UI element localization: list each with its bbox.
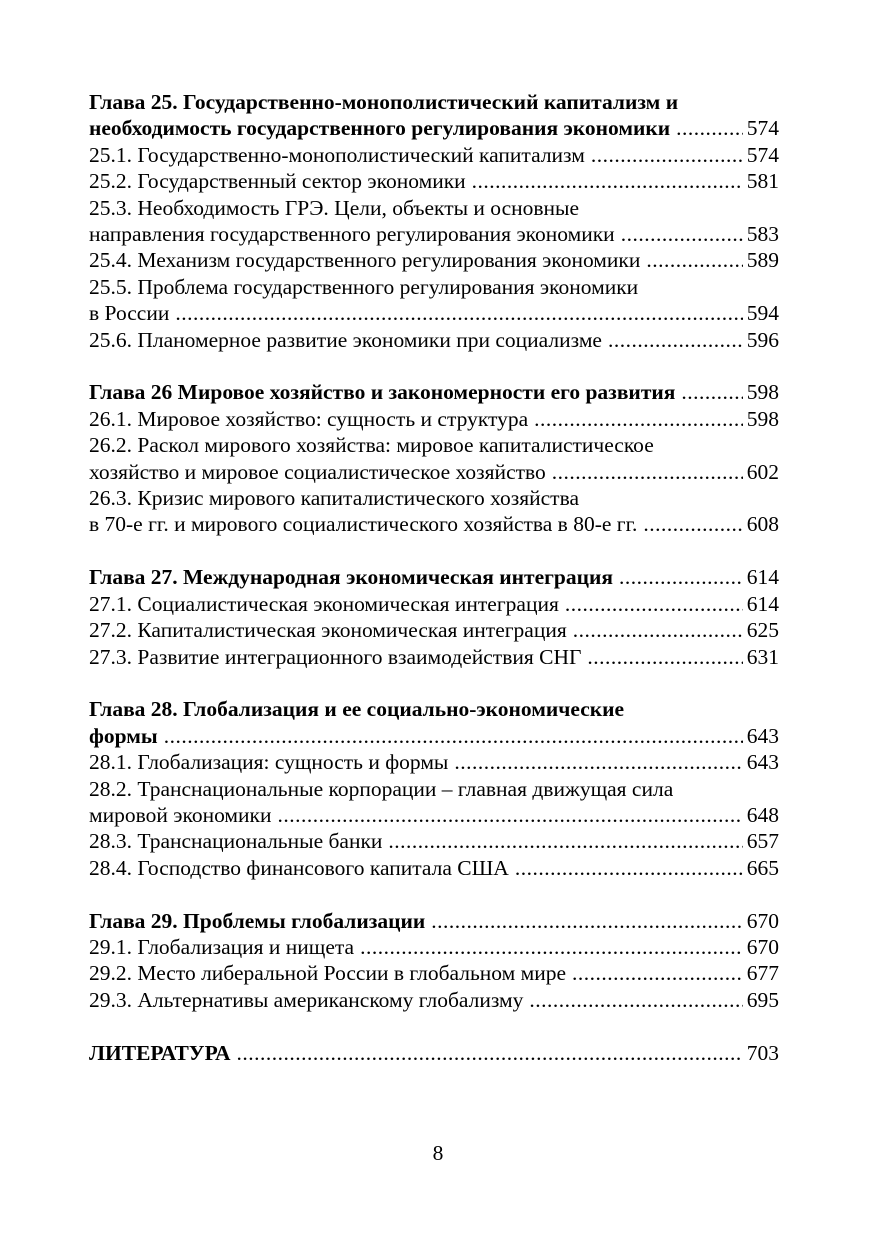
entry-page: 695 [746, 987, 779, 1012]
entry-title: хозяйство и мировое социалистическое хозяйство [89, 459, 546, 484]
dot-leader [608, 327, 743, 353]
entry-page: 625 [746, 618, 779, 643]
entry-page: 594 [746, 301, 779, 326]
chapter-heading: Глава 25. Государственно-монополистический капитализм и [89, 90, 679, 114]
toc-entry [89, 168, 779, 194]
toc-entry [89, 459, 779, 485]
toc-entry [89, 300, 779, 326]
toc-entry [89, 247, 779, 273]
entry-page: 648 [746, 802, 779, 827]
entry-title: необходимость государственного регулирования экономики [89, 116, 671, 141]
entry-title: Глава 27. Международная экономическая интеграция [89, 565, 614, 590]
dot-leader [621, 221, 743, 247]
table-of-contents [89, 89, 779, 1092]
entry-page: 703 [746, 1040, 779, 1065]
chapter-heading [89, 1040, 779, 1066]
entry-page: 670 [746, 934, 779, 959]
entry-title: формы [89, 723, 158, 748]
chapter-26 [89, 379, 779, 537]
toc-entry-text: 25.5. Проблема государственного регулирования экономики [89, 274, 639, 299]
entry-page: 665 [746, 855, 779, 880]
entry-page: 602 [746, 459, 779, 484]
entry-title: 26.1. Мировое хозяйство: сущность и структура [89, 406, 529, 431]
entry-title: 28.1. Глобализация: сущность и формы [89, 750, 449, 775]
dot-leader [587, 644, 742, 670]
toc-entry-text: 25.3. Необходимость ГРЭ. Цели, объекты и основные [89, 195, 580, 220]
dot-leader [643, 511, 742, 537]
chapter-heading [89, 379, 779, 405]
entry-title: ЛИТЕРАТУРА [89, 1040, 231, 1065]
entry-title: в 70-е гг. и мирового социалистического хозяйства в 80-е гг. [89, 512, 638, 537]
toc-entry-text: 28.2. Транснациональные корпорации – главная движущая сила [89, 776, 674, 801]
chapter-29 [89, 908, 779, 1014]
entry-page: 574 [746, 142, 779, 167]
chapter-heading [89, 908, 779, 934]
entry-title: 25.4. Механизм государственного регулирования экономики [89, 248, 641, 273]
entry-title: 29.2. Место либеральной России в глобальном мире [89, 961, 566, 986]
dot-leader [681, 379, 742, 405]
chapter-28 [89, 696, 779, 881]
entry-page: 657 [746, 829, 779, 854]
entry-title: 25.1. Государственно-монополистический капитализм [89, 142, 585, 167]
dot-leader [676, 115, 743, 141]
toc-entry [89, 327, 779, 353]
dot-leader [534, 406, 743, 432]
toc-entry [89, 406, 779, 432]
toc-entry [89, 591, 779, 617]
entry-title: Глава 29. Проблемы глобализации [89, 908, 426, 933]
entry-title: 25.2. Государственный сектор экономики [89, 169, 466, 194]
dot-leader [472, 168, 743, 194]
dot-leader [565, 591, 743, 617]
dot-leader [360, 934, 743, 960]
dot-leader [454, 749, 742, 775]
entry-title: Глава 26 Мировое хозяйство и закономерности его развития [89, 380, 676, 405]
dot-leader [236, 1040, 742, 1066]
entry-page: 589 [746, 248, 779, 273]
entry-title: 28.4. Господство финансового капитала США [89, 855, 509, 880]
dot-leader [515, 855, 743, 881]
chapter-27 [89, 564, 779, 670]
entry-title: 27.2. Капиталистическая экономическая интеграция [89, 618, 567, 643]
entry-page: 598 [746, 406, 779, 431]
dot-leader [619, 564, 743, 590]
entry-page: 614 [746, 591, 779, 616]
toc-entry [89, 828, 779, 854]
dot-leader [164, 723, 743, 749]
toc-entry-text: 26.2. Раскол мирового хозяйства: мировое капиталистическое [89, 433, 654, 458]
chapter-25 [89, 89, 779, 353]
chapter-heading [89, 564, 779, 590]
entry-title: 27.3. Развитие интеграционного взаимодействия СНГ [89, 644, 582, 669]
entry-page: 614 [746, 565, 779, 590]
toc-entry [89, 802, 779, 828]
entry-title: 28.3. Транснациональные банки [89, 829, 383, 854]
dot-leader [552, 459, 743, 485]
dot-leader [278, 802, 743, 828]
entry-title: направления государственного регулирования экономики [89, 222, 615, 247]
entry-page: 574 [746, 116, 779, 141]
entry-page: 643 [746, 750, 779, 775]
dot-leader [591, 142, 743, 168]
toc-entry [89, 142, 779, 168]
toc-entry [89, 749, 779, 775]
toc-entry [89, 617, 779, 643]
entry-title: 27.1. Социалистическая экономическая интеграция [89, 591, 559, 616]
entry-page: 631 [746, 644, 779, 669]
entry-page: 596 [746, 327, 779, 352]
page-number: 8 [432, 1141, 444, 1165]
dot-leader [646, 247, 742, 273]
entry-page: 598 [746, 380, 779, 405]
chapter-heading: Глава 28. Глобализация и ее социально-экономические [89, 697, 625, 722]
toc-entry [89, 855, 779, 881]
dot-leader [529, 987, 742, 1013]
chapter-heading [89, 115, 779, 141]
entry-page: 670 [746, 908, 779, 933]
dot-leader [572, 960, 743, 986]
entry-title: 29.1. Глобализация и нищета [89, 934, 355, 959]
dot-leader [175, 300, 742, 326]
entry-page: 583 [746, 222, 779, 247]
entry-title: 25.6. Планомерное развитие экономики при социализме [89, 327, 602, 352]
entry-page: 643 [746, 723, 779, 748]
entry-title: в России [89, 301, 170, 326]
toc-entry [89, 221, 779, 247]
dot-leader [431, 908, 742, 934]
toc-entry [89, 644, 779, 670]
toc-entry-text: 26.3. Кризис мирового капиталистического хозяйства [89, 486, 579, 511]
entry-page: 677 [746, 961, 779, 986]
literature-section [89, 1040, 779, 1066]
dot-leader [573, 617, 743, 643]
entry-page: 581 [746, 169, 779, 194]
toc-entry [89, 934, 779, 960]
toc-entry [89, 960, 779, 986]
dot-leader [388, 828, 742, 854]
entry-title: 29.3. Альтернативы американскому глобализму [89, 987, 524, 1012]
toc-entry [89, 987, 779, 1013]
entry-page: 608 [746, 512, 779, 537]
entry-title: мировой экономики [89, 802, 272, 827]
toc-entry [89, 511, 779, 537]
chapter-heading [89, 723, 779, 749]
